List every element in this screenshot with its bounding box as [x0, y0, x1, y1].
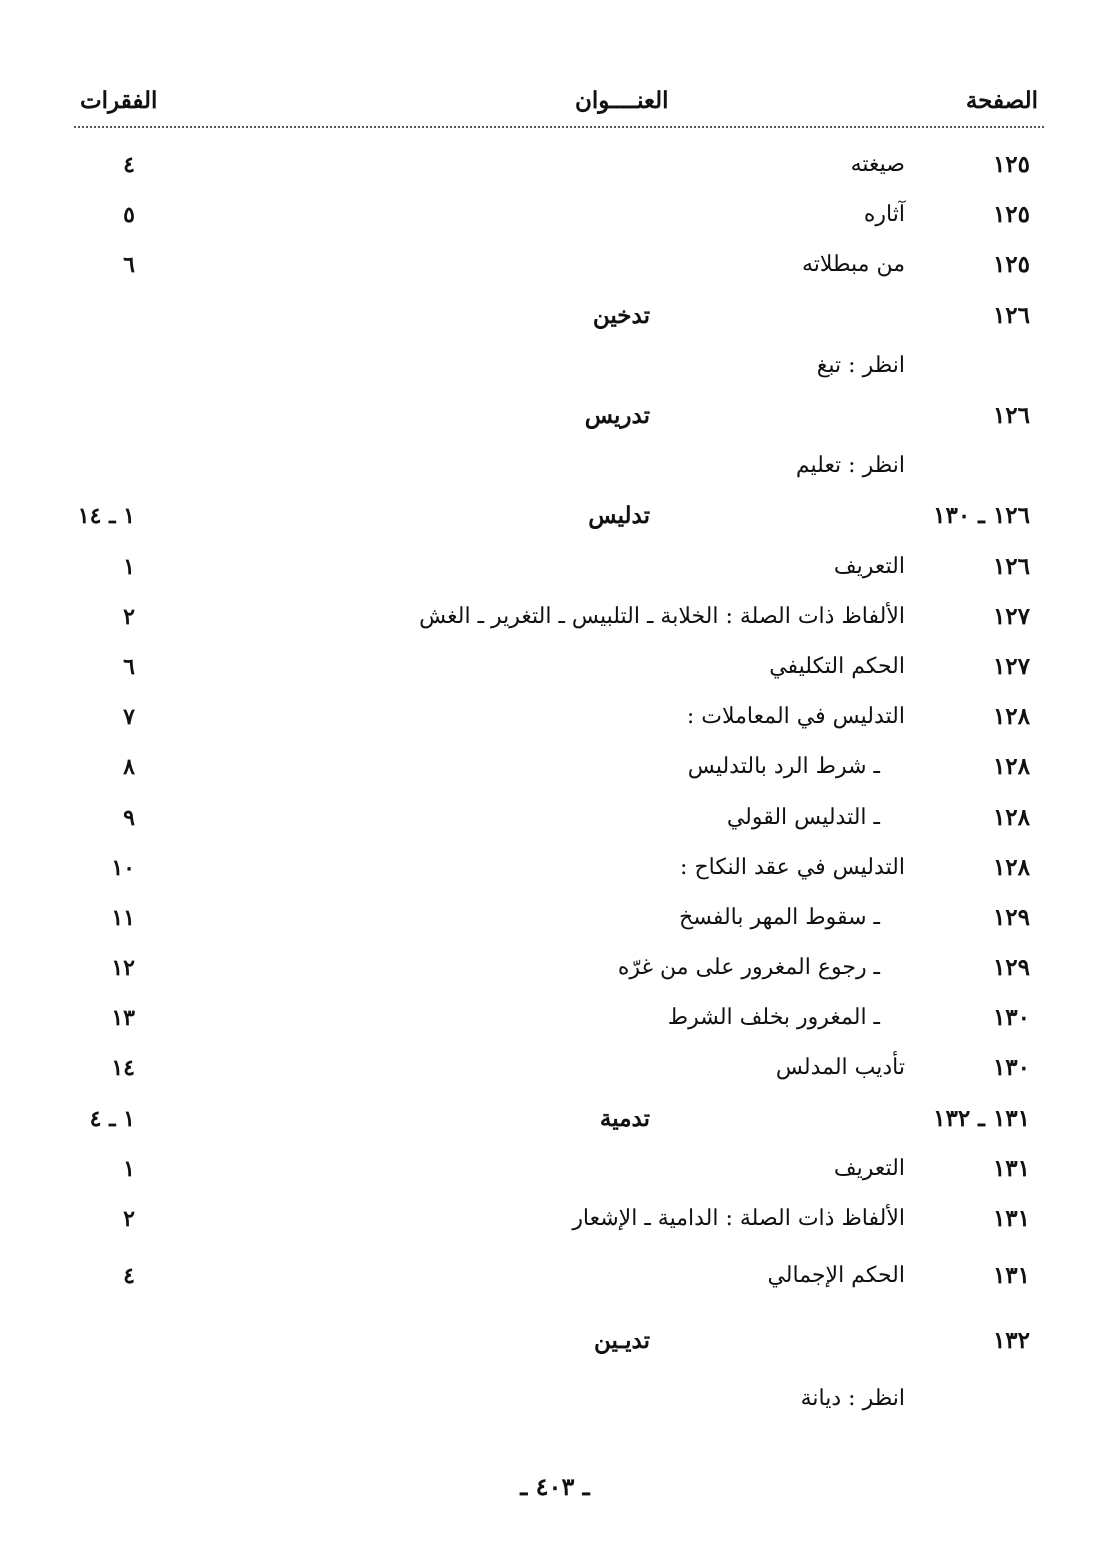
entry-page-number: ١٣٠ [992, 1004, 1030, 1032]
entry-heading: تديـين [593, 1326, 650, 1354]
index-entry-row [0, 391, 1100, 441]
entry-page-number: ١٢٨ [992, 803, 1030, 831]
column-header-title: العنــــوان [575, 87, 669, 114]
entry-title: انظر : تعليم [795, 453, 905, 479]
entry-paragraph-range: ١٣ [111, 1005, 135, 1032]
index-entry-row [0, 1043, 1100, 1093]
entry-title: ـ شرط الرد بالتدليس [687, 754, 880, 780]
entry-page-number: ١٢٥ [992, 201, 1030, 229]
entry-paragraph-range: ١ ـ ٤ [89, 1105, 135, 1132]
column-header-page: الصفحة [965, 87, 1038, 114]
entry-title: انظر : تبغ [816, 352, 905, 378]
entry-page-number: ١٢٨ [992, 753, 1030, 781]
entry-heading: تدليس [588, 502, 650, 530]
entry-title: الحكم الإجمالي [767, 1262, 905, 1288]
entry-page-number: ١٣١ [992, 1205, 1030, 1233]
index-entry-row [0, 592, 1100, 642]
header-divider [74, 126, 1044, 128]
index-entry-row [0, 1094, 1100, 1144]
page-number: ـ ٤٠٣ ـ [520, 1472, 590, 1501]
entry-paragraph-range: ٦ [123, 252, 135, 279]
index-entry-row [0, 441, 1100, 491]
entry-page-number: ١٢٥ [992, 251, 1030, 279]
entry-paragraph-range: ٩ [123, 804, 135, 831]
entry-title: ـ المغرور بخلف الشرط [667, 1005, 880, 1031]
entry-paragraph-range: ١ [123, 553, 135, 580]
entry-paragraph-range: ١٤ [111, 1055, 135, 1082]
index-entry-row [0, 491, 1100, 541]
index-entry-row [0, 943, 1100, 993]
entry-title: التدليس في المعاملات : [686, 704, 905, 730]
entry-title: ـ رجوع المغرور على من غرّه [617, 955, 880, 981]
index-entry-row [0, 240, 1100, 290]
entry-paragraph-range: ٤ [123, 1262, 135, 1289]
entry-title: انظر : ديانة [800, 1386, 905, 1412]
index-entry-row [0, 692, 1100, 742]
entry-paragraph-range: ١ [123, 1155, 135, 1182]
index-entry-row [0, 291, 1100, 341]
entry-page-number: ١٣٢ [992, 1326, 1030, 1354]
entry-page-number: ١٣١ ـ ١٣٢ [933, 1104, 1030, 1132]
index-entry-row [0, 993, 1100, 1043]
index-entry-row [0, 742, 1100, 792]
index-entry-row [0, 1194, 1100, 1244]
index-entry-row [0, 542, 1100, 592]
entry-paragraph-range: ٢ [123, 1206, 135, 1233]
entry-paragraph-range: ٢ [123, 603, 135, 630]
index-entry-row [0, 893, 1100, 943]
entry-page-number: ١٢٦ [992, 552, 1030, 580]
entry-paragraph-range: ٤ [123, 152, 135, 179]
entry-paragraph-range: ٦ [123, 653, 135, 680]
entry-page-number: ١٢٧ [992, 602, 1030, 630]
index-entry-row [0, 843, 1100, 893]
entry-title: التعريف [833, 1155, 905, 1181]
entry-page-number: ١٣٠ [992, 1054, 1030, 1082]
entry-paragraph-range: ٨ [123, 754, 135, 781]
entry-title: آثاره [863, 202, 905, 228]
entry-title: الألفاظ ذات الصلة : الدامية ـ الإشعار [572, 1206, 905, 1232]
index-entries [0, 140, 1100, 1424]
entry-paragraph-range: ٧ [123, 704, 135, 731]
entry-page-number: ١٢٩ [992, 954, 1030, 982]
column-header-paragraphs: الفقرات [80, 87, 158, 114]
entry-page-number: ١٢٧ [992, 652, 1030, 680]
entry-page-number: ١٣١ [992, 1154, 1030, 1182]
entry-title: الحكم التكليفي [769, 653, 905, 679]
index-entry-row [0, 642, 1100, 692]
entry-heading: تدخين [592, 301, 650, 329]
entry-page-number: ١٣١ [992, 1261, 1030, 1289]
index-entry-row [0, 190, 1100, 240]
entry-page-number: ١٢٨ [992, 853, 1030, 881]
entry-page-number: ١٢٦ [992, 402, 1030, 430]
entry-title: التعريف [833, 553, 905, 579]
entry-paragraph-range: ١ ـ ١٤ [77, 503, 135, 530]
entry-heading: تدريس [584, 402, 650, 430]
entry-paragraph-range: ١١ [111, 904, 135, 931]
index-entry-row [0, 1244, 1100, 1307]
entry-page-number: ١٢٦ ـ ١٣٠ [933, 502, 1030, 530]
entry-page-number: ١٢٦ [992, 301, 1030, 329]
entry-title: الألفاظ ذات الصلة : الخلابة ـ التلبيس ـ التغرير ـ الغش [419, 603, 905, 629]
entry-title: صيغته [850, 152, 905, 178]
index-entry-row [0, 1144, 1100, 1194]
entry-title: ـ التدليس القولي [726, 804, 880, 830]
entry-title: التدليس في عقد النكاح : [680, 854, 905, 880]
index-entry-row [0, 341, 1100, 391]
entry-paragraph-range: ١٠ [111, 854, 135, 881]
entry-title: من مبطلاته [801, 252, 905, 278]
entry-paragraph-range: ١٢ [111, 955, 135, 982]
entry-paragraph-range: ٥ [123, 202, 135, 229]
index-entry-row [0, 1374, 1100, 1424]
index-entry-row [0, 792, 1100, 842]
entry-heading: تدمية [599, 1104, 650, 1132]
entry-page-number: ١٢٨ [992, 703, 1030, 731]
index-entry-row [0, 1307, 1100, 1374]
entry-title: تأديب المدلس [775, 1055, 905, 1081]
entry-page-number: ١٢٥ [992, 151, 1030, 179]
entry-page-number: ١٢٩ [992, 903, 1030, 931]
index-entry-row [0, 140, 1100, 190]
entry-title: ـ سقوط المهر بالفسخ [679, 904, 880, 930]
